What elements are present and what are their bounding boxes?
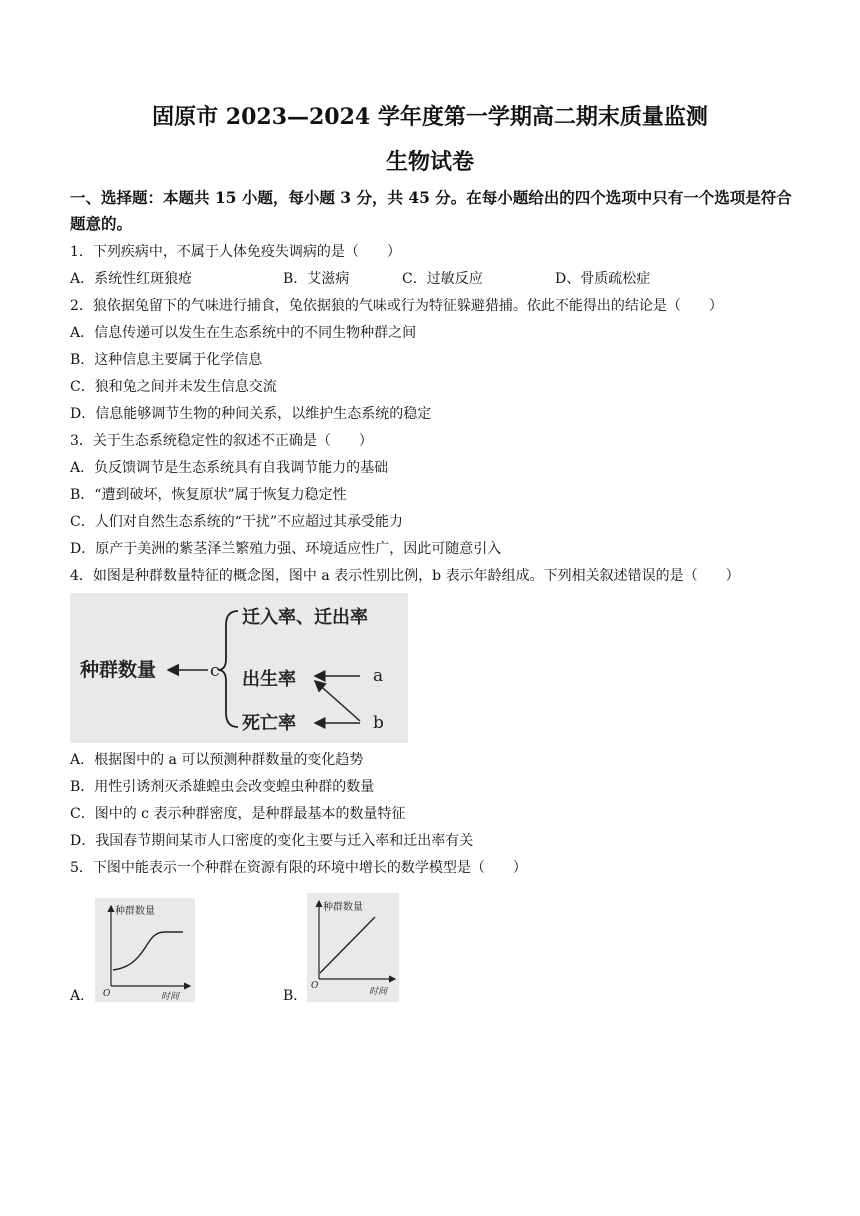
graph-b-line [320,917,375,973]
graph-a-s-curve [113,932,183,970]
q4-option-d: D．我国春节期间某市人口密度的变化主要与迁入率和迁出率有关 [70,833,474,849]
diagram-a-label: a [373,666,384,686]
q2-option-a: A．信息传递可以发生在生态系统中的不同生物种群之间 [70,325,417,341]
q5-option-a-label: A． [70,988,95,1004]
q1-option-b: B．艾滋病 [283,271,350,287]
diagram-branch-birth: 出生率 [242,669,296,690]
diagram-branch-migration: 迁入率、迁出率 [242,607,368,628]
q4-option-a: A．根据图中的 a 可以预测种群数量的变化趋势 [70,752,364,768]
q3-option-a: A．负反馈调节是生态系统具有自我调节能力的基础 [70,460,389,476]
diagram-b-label: b [373,713,384,733]
q4-stem: 4．如图是种群数量特征的概念图，图中 a 表示性别比例，b 表示年龄组成。下列相关叙述错误的是（ ） [70,568,740,584]
graph-b-svg [307,893,399,1002]
concept-diagram-svg [70,593,408,743]
arrow-b-to-birth [315,681,360,721]
q2-option-d: D．信息能够调节生物的种间关系，以维护生态系统的稳定 [70,406,432,422]
q1-option-c: C．过敏反应 [402,271,483,287]
diagram-branch-death: 死亡率 [242,713,296,734]
section-instructions: 一、选择题：本题共 15 小题，每小题 3 分，共 45 分。在每小题给出的四个选项中只有一个选项是符合题意的。 [70,188,792,233]
q3-stem: 3．关于生态系统稳定性的叙述不正确是（ ） [70,433,373,449]
graph-b-origin: O [311,981,319,991]
q3-option-d: D．原产于美洲的紫茎泽兰繁殖力强、环境适应性广，因此可随意引入 [70,541,502,557]
q2-option-b: B．这种信息主要属于化学信息 [70,352,263,368]
population-concept-diagram [70,593,408,743]
q1-stem: 1．下列疾病中，不属于人体免疫失调病的是（ ） [70,244,401,260]
graph-b-ylabel: 种群数量 [323,902,363,913]
diagram-root-label: 种群数量 [80,659,157,681]
q2-option-c: C．狼和兔之间并未发生信息交流 [70,379,277,395]
graph-a-xlabel: 时间 [161,992,180,1002]
q5-option-b-label: B． [283,988,308,1004]
q5-graph-b [307,893,399,1002]
q3-option-c: C．人们对自然生态系统的“干扰”不应超过其承受能力 [70,514,404,530]
q5-graph-a [95,898,195,1002]
diagram-brace [218,611,238,727]
q1-option-a: A．系统性红斑狼疮 [70,271,193,287]
q1-option-d: D、骨质疏松症 [555,271,651,287]
diagram-c-label: c [210,661,220,681]
exam-title: 固原市 2023—2024 学年度第一学期高二期末质量监测 [152,104,708,130]
q4-option-c: C．图中的 c 表示种群密度，是种群最基本的数量特征 [70,806,406,822]
q2-stem: 2．狼依据兔留下的气味进行捕食，兔依据狼的气味或行为特征躲避猎捕。依此不能得出的结论是（ ） [70,298,723,314]
graph-a-origin: O [103,989,111,999]
graph-a-svg [95,898,195,1002]
graph-b-xlabel: 时间 [369,987,388,997]
exam-subtitle: 生物试卷 [385,149,474,175]
q4-option-b: B．用性引诱剂灭杀雄蝗虫会改变蝗虫种群的数量 [70,779,375,795]
q5-stem: 5．下图中能表示一个种群在资源有限的环境中增长的数学模型是（ ） [70,860,527,876]
q3-option-b: B．“遭到破坏，恢复原状”属于恢复力稳定性 [70,487,347,503]
graph-a-ylabel: 种群数量 [115,906,155,917]
